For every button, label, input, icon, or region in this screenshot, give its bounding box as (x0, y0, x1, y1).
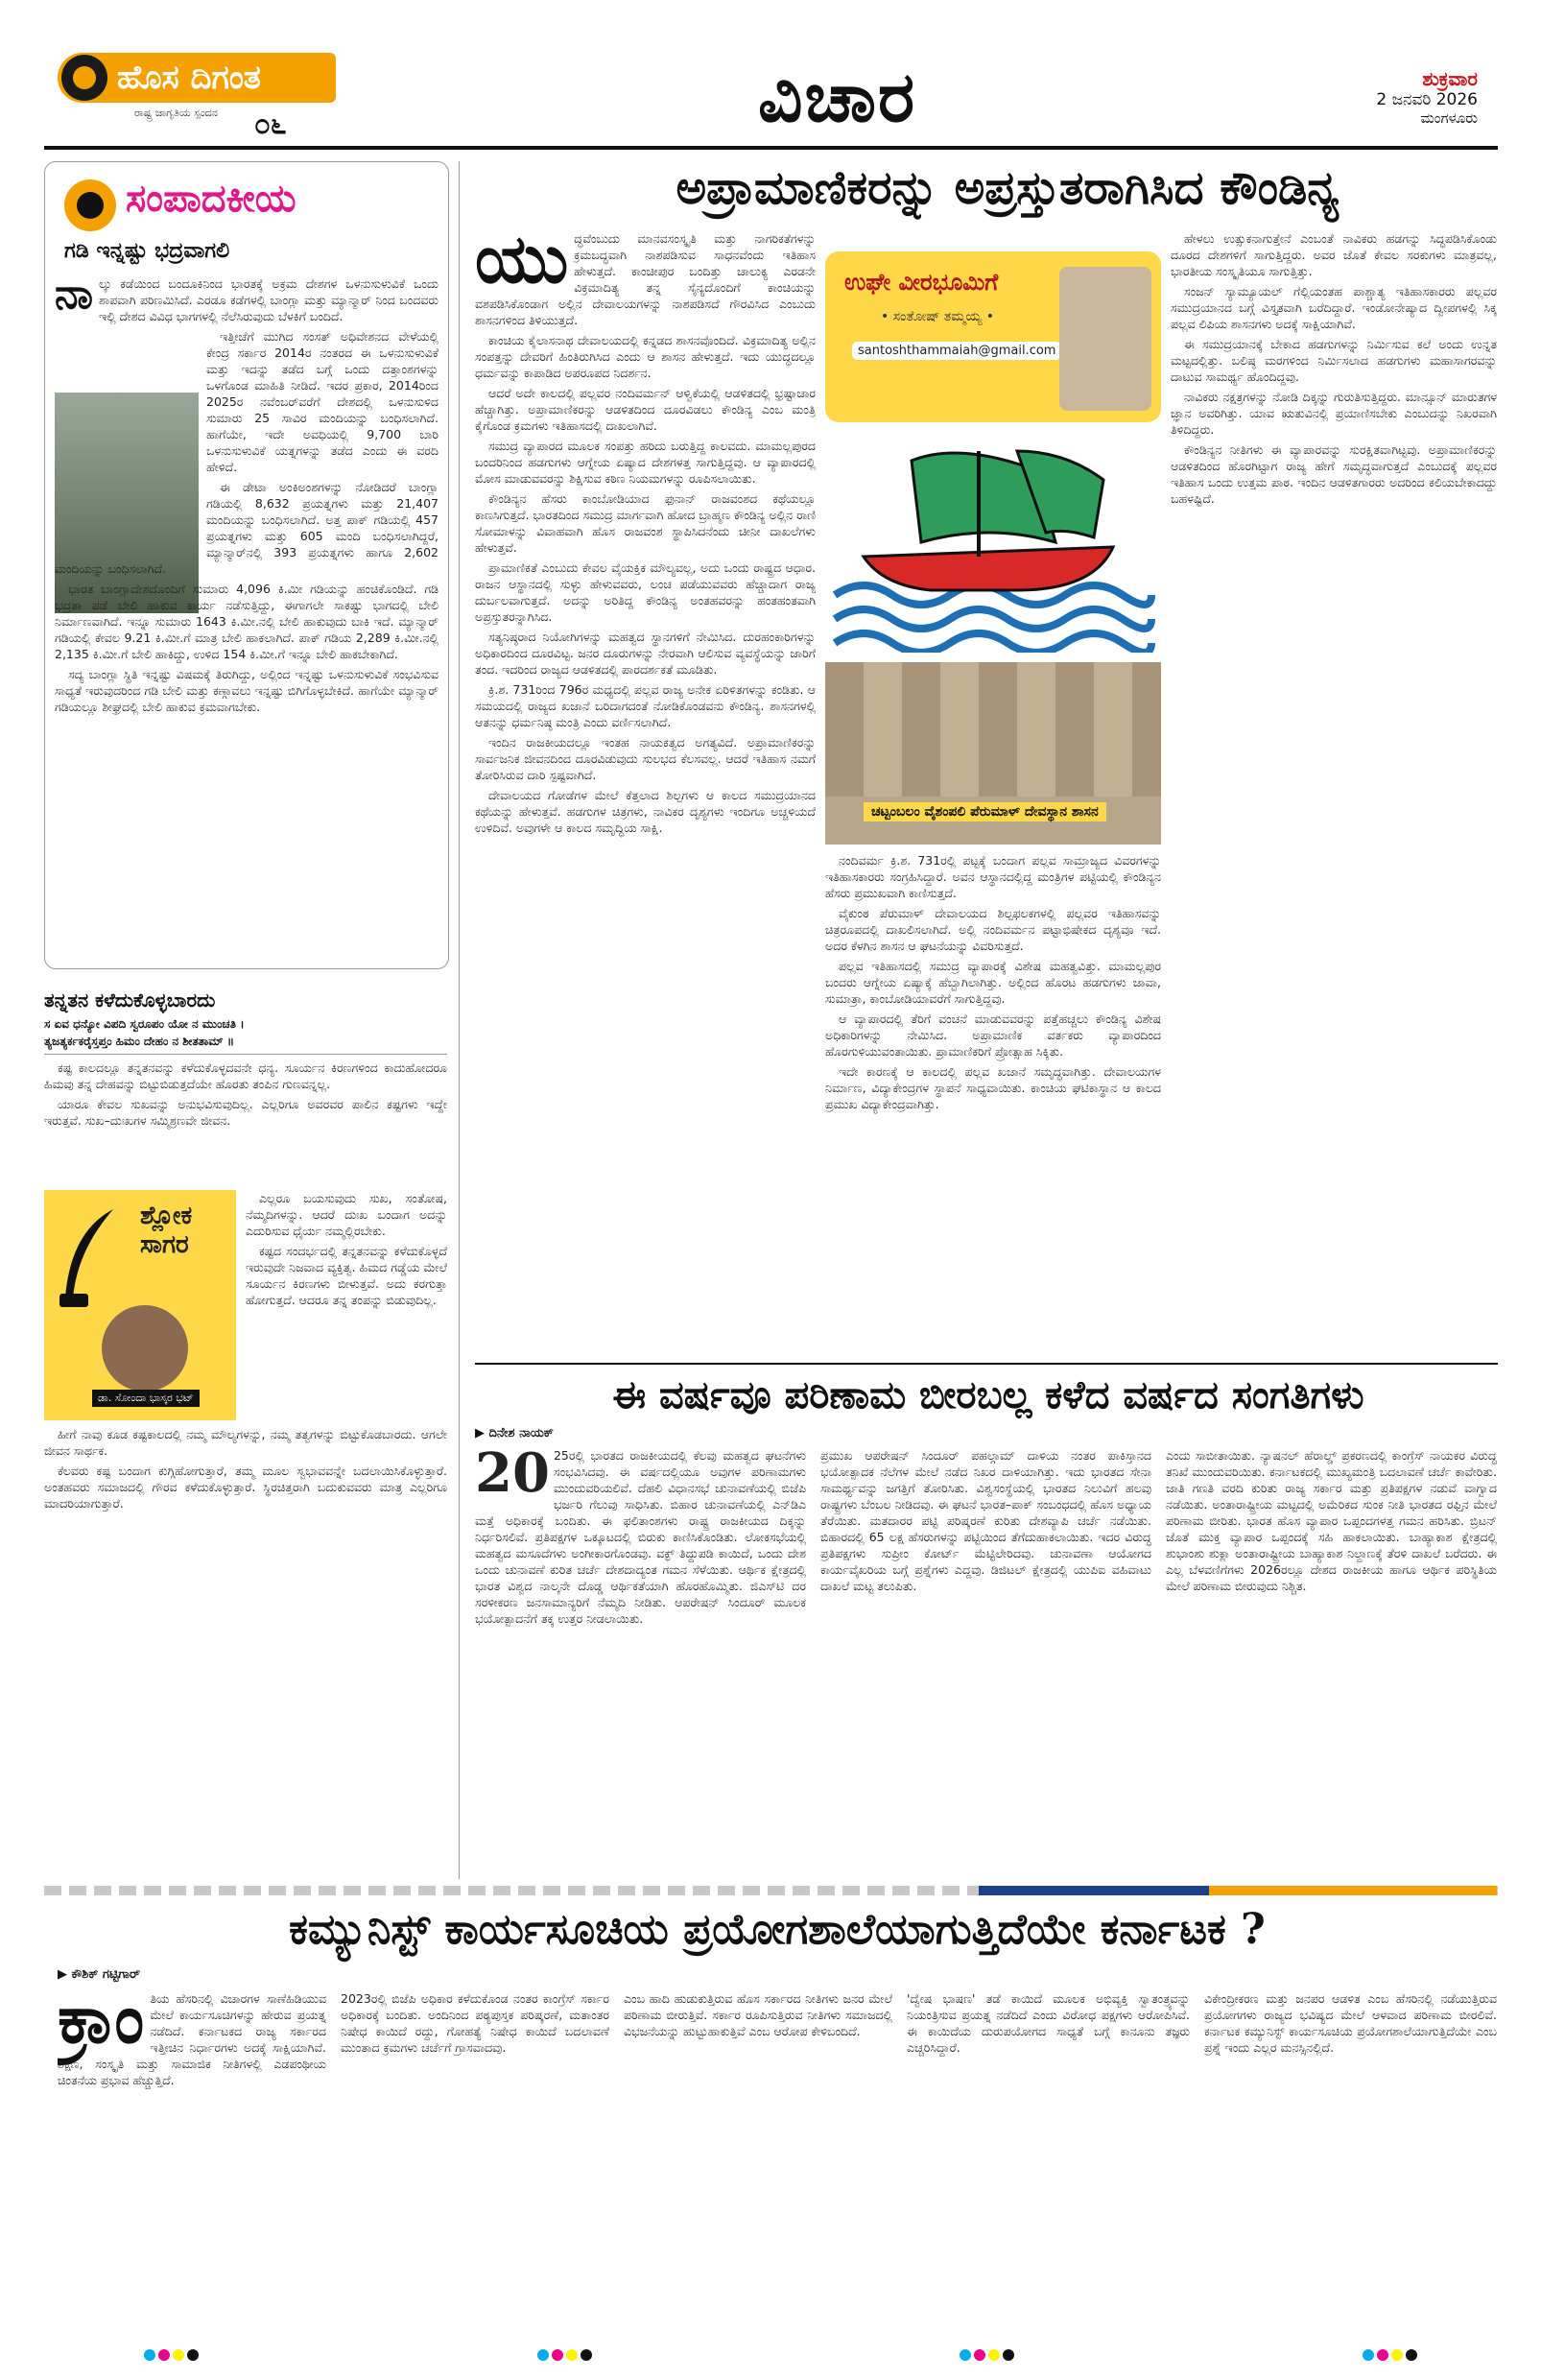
dot-cyan-icon (1363, 2349, 1374, 2361)
dot-magenta-icon (158, 2349, 170, 2361)
article2-paragraph: ಎಂದು ಸಾಬೀತಾಯಿತು. ನ್ಯಾಷನಲ್ ಹೆರಾಲ್ಡ್ ಪ್ರಕರಣದಲ್ಲಿ ಕಾಂಗ್ರೆಸ್ ನಾಯಕರ ವಿರುದ್ಧ ತನಿಖೆ ಮುಂದುವರಿಯಿತು. ಕರ್ನಾಟಕದಲ್ಲಿ ಮುಖ್ಯಮಂತ್ರಿ ಬದಲಾವಣೆ ಚರ್ಚೆ ಕಾವೇರಿತು. ಜಾತಿ ಗಣತಿ ವರದಿ ಕುರಿತು ರಾಜ್ಯ ಸರ್ಕಾರ ಮತ್ತು ಪ್ರತಿಪಕ್ಷಗಳ ನಡುವೆ ವಾಗ್ವಾದ ನಡೆಯಿತು. ಅಂತಾರಾಷ್ಟ್ರೀಯ ಮಟ್ಟದಲ್ಲಿ ಅಮೆರಿಕದ ಸುಂಕ ನೀತಿ ಭಾರತದ ರಫ್ತಿನ ಮೇಲೆ ಪರಿಣಾಮ ಬೀರಿತು. ಭಾರತ ಹೊಸ ವ್ಯಾಪಾರ ಒಪ್ಪಂದಗಳತ್ತ ಗಮನ ಹರಿಸಿತು. ಬ್ರಿಟನ್ ಜೊತೆ ಮುಕ್ತ ವ್ಯಾಪಾರ ಒಪ್ಪಂದಕ್ಕೆ ಸಹಿ ಹಾಕಲಾಯಿತು. ಬಾಹ್ಯಾಕಾಶ ಕ್ಷೇತ್ರದಲ್ಲಿ ಶುಭಾಂಶು ಶುಕ್ಲಾ ಅಂತಾರಾಷ್ಟ್ರೀಯ ಬಾಹ್ಯಾಕಾಶ ನಿಲ್ದಾಣಕ್ಕೆ ತೆರಳಿ ದಾಖಲೆ ಬರೆದರು. ಈ ಎಲ್ಲ ಬೆಳವಣಿಗೆಗಳು 2026ರಲ್ಲೂ ದೇಶದ ರಾಜಕೀಯ ಹಾಗೂ ಆರ್ಥಿಕ ಪರಿಸ್ಥಿತಿಯ ಮೇಲೆ ಪರಿಣಾಮ ಬೀರುವುದು ನಿಶ್ಚಿತ. (1166, 1448, 1497, 1593)
article2-paragraph: ಪ್ರಮುಖ ಆಪರೇಷನ್ ಸಿಂದೂರ್ ಪಹಲ್ಗಾಮ್ ದಾಳಿಯ ನಂತರ ಪಾಕಿಸ್ತಾನದ ಭಯೋತ್ಪಾದಕ ನೆಲೆಗಳ ಮೇಲೆ ನಡೆದ ನಿಖರ ದಾಳಿಯಾಗಿತ್ತು. ಇದು ಭಾರತದ ಸೇನಾ ಸಾಮರ್ಥ್ಯವನ್ನು ಜಗತ್ತಿಗೆ ತೋರಿಸಿತು. ವಿಶ್ವಸಂಸ್ಥೆಯಲ್ಲಿ ಭಾರತದ ನಿಲುವಿಗೆ ಹಲವು ರಾಷ್ಟ್ರಗಳು ಬೆಂಬಲ ನೀಡಿದವು. ಈ ಘಟನೆ ಭಾರತ–ಪಾಕ್ ಸಂಬಂಧದಲ್ಲಿ ಹೊಸ ಅಧ್ಯಾಯ ತೆರೆಯಿತು. ಮತದಾರರ ಪಟ್ಟಿ ಪರಿಷ್ಕರಣೆ ಕುರಿತು ದೇಶವ್ಯಾಪಿ ಚರ್ಚೆ ನಡೆಯಿತು. ಬಿಹಾರದಲ್ಲಿ 65 ಲಕ್ಷ ಹೆಸರುಗಳನ್ನು ಪಟ್ಟಿಯಿಂದ ತೆಗೆದುಹಾಕಲಾಯಿತು. ಇದರ ವಿರುದ್ಧ ಪ್ರತಿಪಕ್ಷಗಳು ಸುಪ್ರೀಂ ಕೋರ್ಟ್ ಮೆಟ್ಟಿಲೇರಿದವು. ಚುನಾವಣಾ ಆಯೋಗದ ಕಾರ್ಯವೈಖರಿಯ ಬಗ್ಗೆ ಪ್ರಶ್ನೆಗಳು ಎದ್ದವು. ಡಿಜಿಟಲ್ ಕ್ಷೇತ್ರದಲ್ಲಿ ಯುಪಿಐ ವಹಿವಾಟು ದಾಖಲೆ ಮಟ್ಟ ತಲುಪಿತು. (820, 1448, 1151, 1593)
ship-hull-icon (864, 547, 1113, 590)
tantana-paragraph: ಕಷ್ಟ ಕಾಲದಲ್ಲೂ ತನ್ನತನವನ್ನು ಕಳೆದುಕೊಳ್ಳದವನೇ ಧನ್ಯ. ಸೂರ್ಯನ ಕಿರಣಗಳಿಂದ ಕಾದುಹೋದರೂ ಹಿಮವು ತನ್ನ ದೇಹವನ್ನು ಬಿಟ್ಟುಬಿಡುತ್ತದೆಯೇ ಹೊರತು ತಂಪಿನ ಗುಣವನ್ನಲ್ಲ. (44, 1060, 447, 1091)
article3-col3 (624, 1990, 892, 2336)
main-article-paragraph: ಹೇಳಲು ಉತ್ಸುಕನಾಗುತ್ತೇನೆ ಎಂಬಂತೆ ನಾವಿಕರು ಹಡಗನ್ನು ಸಿದ್ಧಪಡಿಸಿಕೊಂಡು ದೂರದ ದೇಶಗಳಿಗೆ ಸಾಗುತ್ತಿದ್ದರು. ಅವರ ಜೊತೆ ಕೇವಲ ಸರಕುಗಳು ಮಾತ್ರವಲ್ಲ, ಭಾರತೀಯ ಸಂಸ್ಕೃತಿಯೂ ಸಾಗುತ್ತಿತ್ತು. (1171, 231, 1497, 278)
tantana-body-bottom (44, 1426, 447, 1877)
tantana-body-side (246, 1190, 447, 1420)
tantana-headline: ತನ್ನತನ ಕಳೆದುಕೊಳ್ಳಬಾರದು (44, 988, 216, 1012)
logo-pill (58, 53, 336, 103)
tantana-paragraph: ಕಷ್ಟದ ಸಂದರ್ಭದಲ್ಲಿ ತನ್ನತನವನ್ನು ಕಳೆದುಕೊಳ್ಳದೆ ಇರುವುದೇ ನಿಜವಾದ ವ್ಯಕ್ತಿತ್ವ. ಹಿಮದ ಗಡ್ಡೆಯ ಮೇಲೆ ಸೂರ್ಯನ ಕಿರಣಗಳು ಬೀಳುತ್ತವೆ. ಅದು ಕರಗುತ್ತಾ ಹೋಗುತ್ತದೆ. ಆದರೂ ತನ್ನ ತಂಪನ್ನು ಬಿಡುವುದಿಲ್ಲ. (246, 1244, 447, 1307)
shloka-title-line2: ಸಾಗರ (140, 1230, 189, 1259)
main-article-paragraph: ಕಾಂಚಿಯ ಕೈಲಾಸನಾಥ ದೇವಾಲಯದಲ್ಲಿ ಕನ್ನಡದ ಶಾಸನವೊಂದಿದೆ. ವಿಕ್ರಮಾದಿತ್ಯ ಅಲ್ಲಿನ ಸಂಪತ್ತನ್ನು ದೇವರಿಗೆ ಹಿಂತಿರುಗಿಸಿದ ಎಂದು ಆ ಶಾಸನ ಹೇಳುತ್ತದೆ. ಇದು ಯುದ್ಧದಲ್ಲೂ ಧರ್ಮವನ್ನು ಕಾಪಾಡಿದ ಅಪರೂಪದ ನಿದರ್ಶನ. (475, 333, 816, 380)
relief-carving (825, 662, 1161, 797)
dot-black-icon (1406, 2349, 1417, 2361)
dot-magenta-icon (552, 2349, 563, 2361)
image-caption: ಚಟ್ಟಂಬಲಂ ವೈಶಂಪಲಿ ಪೆರುಮಾಳ್ ದೇವಸ್ಥಾನ ಶಾಸನ (864, 802, 1106, 821)
stripe-accent-blue (979, 1886, 1209, 1895)
quill-icon (56, 1205, 123, 1311)
main-article-paragraph: ನಾವಿಕರು ನಕ್ಷತ್ರಗಳನ್ನು ನೋಡಿ ದಿಕ್ಕನ್ನು ಗುರುತಿಸುತ್ತಿದ್ದರು. ಮಾನ್ಸೂನ್ ಮಾರುತಗಳ ಜ್ಞಾನ ಅವರಿಗಿತ್ತು. ಯಾವ ಋತುವಿನಲ್ಲಿ ಪ್ರಯಾಣಿಸಬೇಕು ಎಂಬುದನ್ನು ನಿಖರವಾಗಿ ತಿಳಿದಿದ್ದರು. (1171, 390, 1497, 437)
main-article-paragraph: ವೈಕುಂಠ ಪೆರುಮಾಳ್ ದೇವಾಲಯದ ಶಿಲ್ಪಫಲಕಗಳಲ್ಲಿ ಪಲ್ಲವರ ಇತಿಹಾಸವನ್ನು ಚಿತ್ರರೂಪದಲ್ಲಿ ದಾಖಲಿಸಲಾಗಿದೆ. ಅಲ್ಲಿ ನಂದಿವರ್ಮನ ಪಟ್ಟಾಭಿಷೇಕದ ದೃಶ್ಯವೂ ಇದೆ. ಅದರ ಕೆಳಗಿನ ಶಾಸನ ಆ ಘಟನೆಯನ್ನು ವಿವರಿಸುತ್ತದೆ. (825, 906, 1161, 953)
main-article-paragraph: ಪಲ್ಲವ ಇತಿಹಾಸದಲ್ಲಿ ಸಮುದ್ರ ವ್ಯಾಪಾರಕ್ಕೆ ವಿಶೇಷ ಮಹತ್ವವಿತ್ತು. ಮಾಮಲ್ಲಪುರ ಬಂದರು ಆಗ್ನೇಯ ಏಷ್ಯಾಕ್ಕೆ ಹೆಬ್ಬಾಗಿಲಾಗಿತ್ತು. ಅಲ್ಲಿಂದ ಹೊರಟ ಹಡಗುಗಳು ಜಾವಾ, ಸುಮಾತ್ರಾ, ಕಾಂಬೋಡಿಯಾವರೆಗೆ ಸಾಗುತ್ತಿದ್ದವು. (825, 959, 1161, 1006)
main-article-paragraph: ಕ್ರಿ.ಶ. 731ರಿಂದ 796ರ ಮಧ್ಯದಲ್ಲಿ ಪಲ್ಲವ ರಾಜ್ಯ ಅನೇಕ ಏರಿಳಿತಗಳನ್ನು ಕಂಡಿತು. ಆ ಸಮಯದಲ್ಲಿ ರಾಜ್ಯದ ಖಜಾನೆ ಬರಿದಾಗದಂತೆ ನೋಡಿಕೊಂಡವನು ಕೌಂಡಿನ್ಯ. ಶಾಸನಗಳಲ್ಲಿ ಆತನನ್ನು ಧರ್ಮನಿಷ್ಠ ಮಂತ್ರಿ ಎಂದು ವರ್ಣಿಸಲಾಗಿದೆ. (475, 682, 816, 729)
article3-paragraph: 'ದ್ವೇಷ ಭಾಷಣ' ತಡೆ ಕಾಯಿದೆ ಮೂಲಕ ಅಭಿವ್ಯಕ್ತಿ ಸ್ವಾತಂತ್ರ್ಯವನ್ನು ನಿಯಂತ್ರಿಸುವ ಪ್ರಯತ್ನ ನಡೆದಿದೆ ಎಂದು ವಿರೋಧ ಪಕ್ಷಗಳು ಆರೋಪಿಸಿವೆ. ಈ ಕಾಯಿದೆಯ ದುರುಪಯೋಗದ ಸಾಧ್ಯತೆ ಬಗ್ಗೆ ಕಾನೂನು ತಜ್ಞರು ಎಚ್ಚರಿಸಿದ್ದಾರೆ. (907, 1991, 1190, 2055)
tantana-body-top (44, 1059, 447, 1188)
dot-cyan-icon (537, 2349, 549, 2361)
logo-name: ಹೊಸ ದಿಗಂತ (117, 59, 261, 97)
article3-dropcap: ಕ್ರಾಂ (58, 1990, 145, 2059)
shloka-caption: ಡಾ. ಸೋಂದಾ ಭಾಸ್ಕರ ಭಟ್ (92, 1390, 200, 1407)
article2-byline: ▶ ದಿನೇಶ ನಾಯಕ್ (475, 1426, 554, 1440)
author-box (825, 251, 1161, 422)
dot-magenta-icon (1377, 2349, 1388, 2361)
logo-tagline: ರಾಷ್ಟ್ರ ಜಾಗೃತಿಯ ಸ್ಪಂದನ (134, 107, 218, 119)
article3-col5 (1204, 1990, 1497, 2336)
tantana-verse-1: ಸ ಏವ ಧನ್ಯೋ ವಿಪದಿ ಸ್ವರೂಪಂ ಯೋ ನ ಮುಂಚತಿ । (44, 1017, 245, 1031)
main-article-paragraph: ಇದೇ ಕಾರಣಕ್ಕೆ ಆ ಕಾಲದಲ್ಲಿ ಪಲ್ಲವ ಖಜಾನೆ ಸಮೃದ್ಧವಾಗಿತ್ತು. ದೇವಾಲಯಗಳ ನಿರ್ಮಾಣ, ವಿದ್ಯಾಕೇಂದ್ರಗಳ ಸ್ಥಾಪನೆ ಸಾಧ್ಯವಾಯಿತು. ಕಾಂಚಿಯ ಘಟಿಕಾಸ್ಥಾನ ಆ ಕಾಲದ ಪ್ರಮುಖ ವಿದ್ಯಾಕೇಂದ್ರವಾಗಿತ್ತು. (825, 1064, 1161, 1111)
main-article-paragraph: ಸಮುದ್ರ ವ್ಯಾಪಾರದ ಮೂಲಕ ಸಂಪತ್ತು ಹರಿದು ಬರುತ್ತಿದ್ದ ಕಾಲವದು. ಮಾಮಲ್ಲಪುರದ ಬಂದರಿನಿಂದ ಹಡಗುಗಳು ಆಗ್ನೇಯ ಏಷ್ಯಾದ ದೇಶಗಳತ್ತ ಸಾಗುತ್ತಿದ್ದವು. ಆ ವ್ಯಾಪಾರದಲ್ಲಿ ಮೋಸ ಮಾಡುವವರನ್ನು ಶಿಕ್ಷಿಸುವ ಕಠಿಣ ನಿಯಮಗಳನ್ನು ರೂಪಿಸಲಾಯಿತು. (475, 439, 816, 486)
main-article-paragraph: ಆದರೆ ಅದೇ ಕಾಲದಲ್ಲಿ ಪಲ್ಲವರ ನಂದಿವರ್ಮನ್ ಆಳ್ವಿಕೆಯಲ್ಲಿ ಆಡಳಿತದಲ್ಲಿ ಭ್ರಷ್ಟಾಚಾರ ಹೆಚ್ಚಾಗಿತ್ತು. ಅಪ್ರಾಮಾಣಿಕರನ್ನು ಆಡಳಿತದಿಂದ ದೂರವಿಡಲು ಕೌಂಡಿನ್ಯ ಎಂಬ ಮಂತ್ರಿ ಕೈಗೊಂಡ ಕ್ರಮಗಳು ಇತಿಹಾಸದಲ್ಲಿ ದಾಖಲಾಗಿವೆ. (475, 386, 816, 433)
tantana-rule (44, 1054, 447, 1055)
article3-paragraph: ತಿಯ ಹೆಸರಿನಲ್ಲಿ ವಿಚಾರಗಳ ಸಾಣೆಹಿಡಿಯುವ ಮೇಲೆ ಕಾರ್ಯಸೂಚಿಗಳನ್ನು ಹೇರುವ ಪ್ರಯತ್ನ ನಡೆದಿದೆ. ಕರ್ನಾಟಕದ ರಾಜ್ಯ ಸರ್ಕಾರದ ಇತ್ತೀಚಿನ ನಿರ್ಧಾರಗಳು ಅದಕ್ಕೆ ಸಾಕ್ಷಿಯಾಗಿವೆ. ಶಿಕ್ಷಣ, ಸಂಸ್ಕೃತಿ ಮತ್ತು ಸಾಮಾಜಿಕ ನೀತಿಗಳಲ್ಲಿ ಎಡಪಂಥೀಯ ಚಿಂತನೆಯ ಪ್ರಭಾವ ಹೆಚ್ಚುತ್ತಿದೆ. (58, 1991, 326, 2087)
author-email: santoshthammaiah@gmail.com (852, 342, 1061, 360)
dot-yellow-icon (173, 2349, 184, 2361)
waves-icon (835, 585, 1151, 653)
author-photo (1059, 267, 1151, 411)
author-name: • ಸಂತೋಷ್ ತಮ್ಮಯ್ಯ • (881, 309, 995, 324)
article2-col2 (820, 1447, 1151, 1879)
columnist-avatar (102, 1305, 188, 1392)
registration-dots (537, 2346, 595, 2360)
dot-yellow-icon (566, 2349, 578, 2361)
shloka-box (44, 1190, 236, 1420)
registration-dots (144, 2346, 202, 2360)
article3-paragraph: 2023ರಲ್ಲಿ ಬಿಜೆಪಿ ಅಧಿಕಾರ ಕಳೆದುಕೊಂಡ ನಂತರ ಕಾಂಗ್ರೆಸ್ ಸರ್ಕಾರ ಅಧಿಕಾರಕ್ಕೆ ಬಂದಿತು. ಅಂದಿನಿಂದ ಪಠ್ಯಪುಸ್ತಕ ಪರಿಷ್ಕರಣೆ, ಮತಾಂತರ ನಿಷೇಧ ಕಾಯಿದೆ ರದ್ದು, ಗೋಹತ್ಯೆ ನಿಷೇಧ ಕಾಯಿದೆ ಬದಲಾವಣೆ ಮುಂತಾದ ಕ್ರಮಗಳು ಚರ್ಚೆಗೆ ಗ್ರಾಸವಾದವು. (341, 1991, 609, 2055)
main-article-paragraph: ದ್ಧವೆಂಬುದು ಮಾನವಸಂಸ್ಕೃತಿ ಮತ್ತು ನಾಗರಿಕತೆಗಳನ್ನು ಕ್ರಮಬದ್ಧವಾಗಿ ನಾಶಪಡಿಸುವ ಸಾಧನವೆಂದು ಇತಿಹಾಸ ಹೇಳುತ್ತದೆ. ಕಾಂಚೀಪುರ ಬಂದಿತ್ತು ಚಾಲುಕ್ಯ ಎರಡನೇ ವಿಕ್ರಮಾದಿತ್ಯ ತನ್ನ ಸೈನ್ಯದೊಂದಿಗೆ ಕಾಂಚಿಯನ್ನು ವಶಪಡಿಸಿಕೊಂಡಾಗ ಅಲ್ಲಿನ ದೇವಾಲಯಗಳನ್ನು ನಾಶಪಡಿಸದೆ ಗೌರವಿಸಿದ ಎಂಬುದು ಶಾಸನಗಳಿಂದ ತಿಳಿಯುತ್ತದೆ. (475, 231, 816, 327)
article3-col2 (341, 1990, 609, 2336)
dot-black-icon (581, 2349, 592, 2361)
registration-dots (1363, 2346, 1420, 2360)
shloka-title-line1: ಶ್ಲೋಕ (140, 1202, 193, 1230)
column-divider (459, 161, 460, 1879)
tantana-verse-2: ತ್ಯಜತ್ಯರ್ಕಕರೈಸ್ತಪ್ತಂ ಹಿಮಂ ದೇಹಂ ನ ಶೀತತಾಮ್ ॥ (44, 1035, 235, 1048)
editorial-headline: ಗಡಿ ಇನ್ನಷ್ಟು ಭದ್ರವಾಗಲಿ (64, 239, 230, 263)
logo-emblem-icon (61, 55, 107, 101)
tantana-paragraph: ಎಲ್ಲರೂ ಬಯಸುವುದು ಸುಖ, ಸಂತೋಷ, ನೆಮ್ಮದಿಗಳನ್ನು. ಆದರೆ ದುಃಖ ಬಂದಾಗ ಅದನ್ನು ಎದುರಿಸುವ ಧೈರ್ಯ ನಮ್ಮಲ್ಲಿರಬೇಕು. (246, 1191, 447, 1238)
main-article-paragraph: ಸಂಜನ್ ಸ್ಯಾಮ್ಯೂಯಲ್ ಗೆಲ್ಲಿಯಂತಹ ಪಾಶ್ಚಾತ್ಯ ಇತಿಹಾಸಕಾರರು ಪಲ್ಲವರ ಸಮುದ್ರಯಾನದ ಬಗ್ಗೆ ವಿಸ್ತೃತವಾಗಿ ಬರೆದಿದ್ದಾರೆ. ಇಂಡೋನೇಷ್ಯಾದ ದ್ವೀಪಗಳಲ್ಲಿ ಸಿಕ್ಕ ಪಲ್ಲವ ಲಿಪಿಯ ಶಾಸನಗಳು ಅದಕ್ಕೆ ಸಾಕ್ಷಿಯಾಗಿವೆ. (1171, 284, 1497, 331)
editorial-banner-text: ಸಂಪಾದಕೀಯ (126, 176, 296, 221)
masthead-rule (44, 146, 1498, 150)
article2-dropcap: 20 (475, 1447, 550, 1505)
main-article-paragraph: ಸತ್ಯನಿಷ್ಠರಾದ ನಿಯೋಗಿಗಳನ್ನು ಮಹತ್ವದ ಸ್ಥಾನಗಳಿಗೆ ನೇಮಿಸಿದ. ದುರಹಂಕಾರಿಗಳನ್ನು ಅಧಿಕಾರದಿಂದ ದೂರವಿಟ್ಟ. ಜನರ ದೂರುಗಳನ್ನು ನೇರವಾಗಿ ಆಲಿಸುವ ವ್ಯವಸ್ಥೆಯನ್ನು ಜಾರಿಗೆ ತಂದ. ಇದರಿಂದ ರಾಜ್ಯದ ಆಡಳಿತದಲ್ಲಿ ಪಾರದರ್ಶಕತೆ ಮೂಡಿತು. (475, 630, 816, 677)
main-article-dropcap: ಯು (475, 230, 569, 298)
section-rule (475, 1363, 1498, 1365)
page-number: ೦೬ (254, 107, 287, 141)
tantana-paragraph: ಯಾರೂ ಕೇವಲ ಸುಖವನ್ನು ಅನುಭವಿಸುವುದಿಲ್ಲ. ಎಲ್ಲರಿಗೂ ಅವರವರ ಪಾಲಿನ ಕಷ್ಟಗಳು ಇದ್ದೇ ಇರುತ್ತವೆ. ಸುಖ–ದುಃಖಗಳ ಸಮ್ಮಿಶ್ರಣವೇ ಜೀವನ. (44, 1097, 447, 1128)
stripe-accent-orange (1209, 1886, 1497, 1895)
dot-yellow-icon (1391, 2349, 1403, 2361)
editorial-box (44, 161, 449, 969)
main-article-paragraph: ಇಂದಿನ ರಾಜಕೀಯದಲ್ಲೂ ಇಂತಹ ನಾಯಕತ್ವದ ಅಗತ್ಯವಿದೆ. ಅಪ್ರಾಮಾಣಿಕರನ್ನು ಸಾರ್ವಜನಿಕ ಜೀವನದಿಂದ ದೂರವಿಡುವುದು ಸುಲಭದ ಕೆಲಸವಲ್ಲ. ಆದರೆ ಇತಿಹಾಸ ನಮಗೆ ತೋರಿಸಿರುವ ದಾರಿ ಸ್ಪಷ್ಟವಾಗಿದೆ. (475, 735, 816, 782)
editorial-paragraph: ಇತ್ತೀಚೆಗೆ ಮುಗಿದ ಸಂಸತ್ ಅಧಿವೇಶನದ ವೇಳೆಯಲ್ಲಿ ಕೇಂದ್ರ ಸರ್ಕಾರ 2014ರ ನಂತರದ ಈ ಒಳನುಸುಳುವಿಕೆ ಮತ್ತು ಇದನ್ನು ತಡೆದ ಬಗ್ಗೆ ಒಂದು ದತ್ತಾಂಶಗಳನ್ನು ಒಳಗೊಂಡ ಮಾಹಿತಿ ನೀಡಿದೆ. ಇದರ ಪ್ರಕಾರ, 2014ರಿಂದ 2025ರ ನವೆಂಬರ್‌ವರೆಗೆ ದೇಶದಲ್ಲಿ ಒಳನುಸುಳಿದ ಸುಮಾರು 25 ಸಾವಿರ ಮಂದಿಯನ್ನು ಬಂಧಿಸಲಾಗಿದೆ. ಹಾಗೆಯೇ, ಇದೇ ಅವಧಿಯಲ್ಲಿ 9,700 ಬಾರಿ ಒಳನುಸುಳುವಿಕೆ ಯತ್ನಗಳನ್ನು ತಡೆದ ಎಂದು ಈ ವರದಿ ಹೇಳಿದೆ. (206, 329, 439, 474)
dot-magenta-icon (974, 2349, 985, 2361)
article3-byline: ▶ ಕೌಶಿಕ್ ಗಟ್ಟಿಗಾರ್ (58, 1967, 141, 1982)
article2-col1 (475, 1447, 806, 1879)
editorial-banner (64, 174, 429, 231)
tantana-paragraph: ಹೀಗೆ ನಾವು ಕೂಡ ಕಷ್ಟಕಾಲದಲ್ಲಿ ನಮ್ಮ ಮೌಲ್ಯಗಳನ್ನು, ನಮ್ಮ ತತ್ವಗಳನ್ನು ಬಿಟ್ಟುಕೊಡಬಾರದು. ಆಗಲೇ ಜೀವನ ಸಾರ್ಥಕ. (44, 1427, 447, 1458)
main-article-paragraph: ಆ ವ್ಯಾಪಾರದಲ್ಲಿ ತೆರಿಗೆ ವಂಚನೆ ಮಾಡುವವರನ್ನು ಪತ್ತೆಹಚ್ಚಲು ಕೌಂಡಿನ್ಯ ವಿಶೇಷ ಅಧಿಕಾರಿಗಳನ್ನು ನೇಮಿಸಿದ. ಅಪ್ರಾಮಾಣಿಕ ವರ್ತಕರು ವ್ಯಾಪಾರದಿಂದ ಹೊರಗುಳಿಯುವಂತಾಯಿತು. ಪ್ರಾಮಾಣಿಕರಿಗೆ ಪ್ರೋತ್ಸಾಹ ಸಿಕ್ಕಿತು. (825, 1012, 1161, 1059)
dot-cyan-icon (960, 2349, 971, 2361)
date-label: 2 ಜನವರಿ 2026 (1376, 90, 1478, 109)
article2-paragraph: 25ರಲ್ಲಿ ಭಾರತದ ರಾಜಕೀಯದಲ್ಲಿ ಕೆಲವು ಮಹತ್ವದ ಘಟನೆಗಳು ಸಂಭವಿಸಿದವು. ಈ ವರ್ಷದಲ್ಲಿಯೂ ಅವುಗಳ ಪರಿಣಾಮಗಳು ಮುಂದುವರಿಯಲಿವೆ. ದೆಹಲಿ ವಿಧಾನಸಭೆ ಚುನಾವಣೆಯಲ್ಲಿ ಬಿಜೆಪಿ ಭರ್ಜರಿ ಗೆಲುವು ಸಾಧಿಸಿತು. ಬಿಹಾರ ಚುನಾವಣೆಯಲ್ಲಿ ಎನ್‌ಡಿಎ ಮತ್ತೆ ಅಧಿಕಾರಕ್ಕೆ ಬಂದಿತು. ಈ ಫಲಿತಾಂಶಗಳು ರಾಷ್ಟ್ರ ರಾಜಕೀಯದ ದಿಕ್ಕನ್ನು ನಿರ್ಧರಿಸಲಿವೆ. ಪ್ರತಿಪಕ್ಷಗಳ ಒಕ್ಕೂಟದಲ್ಲಿ ಬಿರುಕು ಕಾಣಿಸಿಕೊಂಡಿತು. ಲೋಕಸಭೆಯಲ್ಲಿ ಮಹತ್ವದ ಮಸೂದೆಗಳು ಅಂಗೀಕಾರಗೊಂಡವು. ವಕ್ಫ್ ತಿದ್ದುಪಡಿ ಕಾಯಿದೆ, ಒಂದು ದೇಶ ಒಂದು ಚುನಾವಣೆ ಕುರಿತ ಚರ್ಚೆ ದೇಶದಾದ್ಯಂತ ಗಮನ ಸೆಳೆಯಿತು. ಆರ್ಥಿಕ ಕ್ಷೇತ್ರದಲ್ಲಿ ಭಾರತ ವಿಶ್ವದ ನಾಲ್ಕನೇ ದೊಡ್ಡ ಆರ್ಥಿಕತೆಯಾಗಿ ಹೊರಹೊಮ್ಮಿತು. ಜಿಎಸ್‌ಟಿ ದರ ಸರಳೀಕರಣ ಜನಸಾಮಾನ್ಯರಿಗೆ ನೆಮ್ಮದಿ ನೀಡಿತು. ಆಪರೇಷನ್ ಸಿಂದೂರ್ ಮೂಲಕ ಭಯೋತ್ಪಾದನೆಗೆ ತಕ್ಕ ಉತ್ತರ ನೀಡಲಾಯಿತು. (475, 1448, 806, 1626)
article2-col3 (1166, 1447, 1497, 1879)
article2-headline: ಈ ವರ್ಷವೂ ಪರಿಣಾಮ ಬೀರಬಲ್ಲ ಕಳೆದ ವರ್ಷದ ಸಂಗತಿಗಳು (612, 1372, 1364, 1417)
article3-col1 (58, 1990, 326, 2336)
tantana-paragraph: ಕೆಲವರು ಕಷ್ಟ ಬಂದಾಗ ಕುಗ್ಗಿಹೋಗುತ್ತಾರೆ, ತಮ್ಮ ಮೂಲ ಸ್ವಭಾವವನ್ನೇ ಬದಲಾಯಿಸಿಕೊಳ್ಳುತ್ತಾರೆ. ಅಂತಹವರು ಸಮಾಜದಲ್ಲಿ ಗೌರವ ಕಳೆದುಕೊಳ್ಳುತ್ತಾರೆ. ಸ್ಥಿರಚಿತ್ತರಾಗಿ ಬದುಕುವವರು ಮಾತ್ರ ಎಲ್ಲರಿಗೂ ಮಾದರಿಯಾಗುತ್ತಾರೆ. (44, 1464, 447, 1511)
main-article-col4 (1171, 230, 1497, 1348)
article3-headline: ಕಮ್ಯುನಿಸ್ಟ್ ಕಾರ್ಯಸೂಚಿಯ ಪ್ರಯೋಗಶಾಲೆಯಾಗುತ್ತಿದೆಯೇ ಕರ್ನಾಟಕ ? (289, 1905, 1266, 1954)
main-article-paragraph: ದೇವಾಲಯದ ಗೋಡೆಗಳ ಮೇಲೆ ಕೆತ್ತಲಾದ ಶಿಲ್ಪಗಳು ಆ ಕಾಲದ ಸಮುದ್ರಯಾನದ ಕಥೆಯನ್ನು ಹೇಳುತ್ತವೆ. ಹಡಗುಗಳ ಚಿತ್ರಗಳು, ನಾವಿಕರ ದೃಶ್ಯಗಳು ಇಂದಿಗೂ ಅಚ್ಚಳಿಯದೆ ಉಳಿದಿವೆ. ಅವುಗಳೇ ಆ ಕಾಲದ ಸಮೃದ್ಧಿಯ ಸಾಕ್ಷಿ. (475, 788, 816, 835)
registration-dots (960, 2346, 1017, 2360)
dot-black-icon (187, 2349, 199, 2361)
main-article-col3 (825, 852, 1161, 1348)
main-article-paragraph: ಪ್ರಾಮಾಣಿಕತೆ ಎಂಬುದು ಕೇವಲ ವೈಯಕ್ತಿಕ ಮೌಲ್ಯವಲ್ಲ, ಅದು ಒಂದು ರಾಷ್ಟ್ರದ ಆಧಾರ. ರಾಜನ ಆಸ್ಥಾನದಲ್ಲಿ ಸುಳ್ಳು ಹೇಳುವವರು, ಲಂಚ ಪಡೆಯುವವರು ಹೆಚ್ಚಾದಾಗ ರಾಜ್ಯ ದುರ್ಬಲವಾಗುತ್ತದೆ. ಅದನ್ನು ಅರಿತಿದ್ದ ಕೌಂಡಿನ್ಯ ಅಂತಹವರನ್ನು ಹಂತಹಂತವಾಗಿ ಅಪ್ರಸ್ತುತರನ್ನಾಗಿಸಿದ. (475, 560, 816, 624)
article3-paragraph: ಎಂಬ ಹಾದಿ ಹುಡುಕುತ್ತಿರುವ ಹೊಸ ಸರ್ಕಾರದ ನೀತಿಗಳು ಜನರ ಮೇಲೆ ಪರಿಣಾಮ ಬೀರುತ್ತಿವೆ. ಸರ್ಕಾರ ರೂಪಿಸುತ್ತಿರುವ ನೀತಿಗಳು ಸಮಾಜದಲ್ಲಿ ವಿಭಜನೆಯನ್ನು ಹುಟ್ಟುಹಾಕುತ್ತಿವೆ ಎಂಬ ಆರೋಪ ಕೇಳಿಬಂದಿದೆ. (624, 1991, 892, 2038)
article3-col4 (907, 1990, 1190, 2336)
editorial-dropcap: ನಾ (55, 275, 93, 319)
column-title: ಉಘೇ ವೀರಭೂಮಿಗೆ (844, 269, 999, 296)
editorial-paragraph: ಈ ಡೇಟಾ ಅಂಕಿಅಂಶಗಳನ್ನು ನೋಡಿದರೆ ಬಾಂಗ್ಲಾ ಗಡಿಯಲ್ಲಿ 8,632 ಪ್ರಯತ್ನಗಳು ಮತ್ತು 21,407 ಮಂದಿಯನ್ನು ಬಂಧಿಸಲಾಗಿದೆ. ಅತ್ತ ಪಾಕ್ ಗಡಿಯಲ್ಲಿ 457 ಪ್ರಯತ್ನಗಳು ಮತ್ತು 605 ಮಂದಿ ಬಂಧಿಸಲಾಗಿದ್ದರೆ, ಮ್ಯಾನ್ಮಾರ್‌ನಲ್ಲಿ 393 ಪ್ರಯತ್ನಗಳು ಹಾಗೂ 2,602 ಮಂದಿಯನ್ನು ಬಂಧಿಸಲಾಗಿದೆ. (55, 480, 439, 576)
ship-illustration (825, 432, 1161, 653)
photo-spacer (55, 328, 206, 557)
main-article-paragraph: ಈ ಸಮುದ್ರಯಾನಕ್ಕೆ ಬೇಕಾದ ಹಡಗುಗಳನ್ನು ನಿರ್ಮಿಸುವ ಕಲೆ ಅಂದು ಉನ್ನತ ಮಟ್ಟದಲ್ಲಿತ್ತು. ಬಲಿಷ್ಠ ಮರಗಳಿಂದ ನಿರ್ಮಿಸಲಾದ ಹಡಗುಗಳು ಮಹಾಸಾಗರವನ್ನು ದಾಟುವ ಸಾಮರ್ಥ್ಯ ಹೊಂದಿದ್ದವು. (1171, 337, 1497, 384)
editorial-emblem-icon (64, 179, 116, 231)
main-article-paragraph: ನಂದಿವರ್ಮ ಕ್ರಿ.ಶ. 731ರಲ್ಲಿ ಪಟ್ಟಕ್ಕೆ ಬಂದಾಗ ಪಲ್ಲವ ಸಾಮ್ರಾಜ್ಯದ ವಿವರಗಳನ್ನು ಇತಿಹಾಸಕಾರರು ಸಂಗ್ರಹಿಸಿದ್ದಾರೆ. ಅವನ ಆಸ್ಥಾನದಲ್ಲಿದ್ದ ಮಂತ್ರಿಗಳ ಪಟ್ಟಿಯಲ್ಲಿ ಕೌಂಡಿನ್ಯನ ಹೆಸರು ಪ್ರಮುಖವಾಗಿ ಕಾಣಿಸುತ್ತದೆ. (825, 853, 1161, 900)
temple-relief-photo (825, 662, 1161, 845)
city-label: ಮಂಗಳೂರು (1420, 109, 1478, 127)
editorial-paragraph: ಸದ್ಯ ಬಾಂಗ್ಲಾ ಸ್ಥಿತಿ ಇನ್ನಷ್ಟು ವಿಷಮಕ್ಕೆ ತಿರುಗಿದ್ದು, ಅಲ್ಲಿಂದ ಇನ್ನಷ್ಟು ಒಳನುಸುಳುವಿಕೆ ಸಂಭವಿಸುವ ಸಾಧ್ಯತೆ ಇರುವುದರಿಂದ ಗಡಿ ಬೇಲಿ ಮತ್ತು ಕಣ್ಗಾವಲು ಇನ್ನಷ್ಟು ಬಿಗಿಗೊಳ್ಳಬೇಕಿದೆ. ಹಾಗೆಯೇ ಮ್ಯಾನ್ಮಾರ್ ಗಡಿಯಲ್ಲೂ ಶೀಘ್ರದಲ್ಲಿ ಬೇಲಿ ಹಾಕುವ ಕ್ರಮವಾಗಬೇಕು. (55, 667, 439, 714)
dot-black-icon (1003, 2349, 1014, 2361)
article3-paragraph: ವಿಕೇಂದ್ರೀಕರಣ ಮತ್ತು ಜನಪರ ಆಡಳಿತ ಎಂಬ ಹೆಸರಿನಲ್ಲಿ ನಡೆಯುತ್ತಿರುವ ಪ್ರಯೋಗಗಳು ರಾಜ್ಯದ ಭವಿಷ್ಯದ ಮೇಲೆ ಆಳವಾದ ಪರಿಣಾಮ ಬೀರಲಿವೆ. ಕರ್ನಾಟಕ ಕಮ್ಯುನಿಸ್ಟ್ ಕಾರ್ಯಸೂಚಿಯ ಪ್ರಯೋಗಶಾಲೆಯಾಗುತ್ತಿದೆಯೇ ಎಂಬ ಪ್ರಶ್ನೆ ಇಂದು ಎಲ್ಲರ ಮನಸ್ಸಿನಲ್ಲಿದೆ. (1204, 1991, 1497, 2055)
section-title: ವಿಚಾರ (758, 56, 917, 137)
day-label: ಶುಕ್ರವಾರ (1422, 67, 1478, 90)
editorial-paragraph: ಲ್ಕು ಕಡೆಯಿಂದ ಬಂದೂಕಿನಿಂದ ಭಾರತಕ್ಕೆ ಅಕ್ರಮ ದೇಶಗಳ ಒಳನುಸುಳುವಿಕೆ ಒಂದು ಶಾಪವಾಗಿ ಪರಿಣಮಿಸಿದೆ. ಎರಡೂ ಕಡೆಗಳಲ್ಲಿ ಬಾಂಗ್ಲಾ ಮತ್ತು ಮ್ಯಾನ್ಮಾರ್ ನಿಂದ ಬಂದವರು ಇಲ್ಲಿ ದೇಶದ ವಿವಿಧ ಭಾಗಗಳಲ್ಲಿ ನೆಲೆಸಿರುವುದು ಬೆಳಕಿಗೆ ಬಂದಿದೆ. (99, 276, 439, 323)
main-article-col1 (475, 230, 816, 1348)
shloka-title (140, 1202, 192, 1259)
masthead-logo (58, 53, 336, 139)
main-article-paragraph: ಕೌಂಡಿನ್ಯನ ಹೆಸರು ಕಾಂಬೋಡಿಯಾದ ಫುನಾನ್ ರಾಜವಂಶದ ಕಥೆಯಲ್ಲೂ ಕಾಣಸಿಗುತ್ತದೆ. ಭಾರತದಿಂದ ಸಮುದ್ರ ಮಾರ್ಗವಾಗಿ ಹೋದ ಬ್ರಾಹ್ಮಣ ಕೌಂಡಿನ್ಯ ಅಲ್ಲಿನ ರಾಣಿ ಸೋಮಾಳನ್ನು ವಿವಾಹವಾಗಿ ಹೊಸ ರಾಜವಂಶ ಸ್ಥಾಪಿಸಿದನೆಂದು ಚೀನೀ ದಾಖಲೆಗಳು ಹೇಳುತ್ತವೆ. (475, 491, 816, 555)
main-article-headline: ಅಪ್ರಾಮಾಣಿಕರನ್ನು ಅಪ್ರಸ್ತುತರಾಗಿಸಿದ ಕೌಂಡಿನ್ಯ (676, 161, 1339, 215)
editorial-body (55, 275, 439, 957)
editorial-paragraph: ಭಾರತ ಬಾಂಗ್ಲಾದೇಶದೊಂದಿಗೆ ಸುಮಾರು 4,096 ಕಿ.ಮೀ ಗಡಿಯನ್ನು ಹಂಚಿಕೊಂಡಿದೆ. ಗಡಿ ಭದ್ರತಾ ಪಡೆ ಬೇಲಿ ಹಾಕುವ ಕಾರ್ಯ ನಡೆಸುತ್ತಿದ್ದು, ಈಗಾಗಲೇ ಸಾಕಷ್ಟು ಭಾಗದಲ್ಲಿ ಬೇಲಿ ನಿರ್ಮಾಣವಾಗಿದೆ. ಇನ್ನೂ ಸುಮಾರು 1643 ಕಿ.ಮೀ.ನಲ್ಲಿ ಬೇಲಿ ಹಾಕುವುದು ಬಾಕಿ ಇದೆ. ಮ್ಯಾನ್ಮಾರ್ ಗಡಿಯಲ್ಲಿ ಕೇವಲ 9.21 ಕಿ.ಮೀ.ಗೆ ಮಾತ್ರ ಬೇಲಿ ಹಾಕಲಾಗಿದೆ. ಪಾಕ್ ಗಡಿಯ 2,289 ಕಿ.ಮೀ.ನಲ್ಲಿ 2,135 ಕಿ.ಮೀ.ಗೆ ಬೇಲಿ ಹಾಕಿದ್ದು, ಉಳಿದ 154 ಕಿ.ಮೀ.ಗೆ ಇನ್ನೂ ಬೇಲಿ ಹಾಕಬೇಕಾಗಿದೆ. (55, 582, 439, 661)
dot-cyan-icon (144, 2349, 155, 2361)
main-article-paragraph: ಕೌಂಡಿನ್ಯನ ನೀತಿಗಳು ಈ ವ್ಯಾಪಾರವನ್ನು ಸುರಕ್ಷಿತವಾಗಿಟ್ಟವು. ಅಪ್ರಾಮಾಣಿಕರನ್ನು ಆಡಳಿತದಿಂದ ಹೊರಗಿಟ್ಟಾಗ ರಾಜ್ಯ ಹೇಗೆ ಸಮೃದ್ಧವಾಗುತ್ತದೆ ಎಂಬುದಕ್ಕೆ ಪಲ್ಲವರ ಇತಿಹಾಸ ಒಂದು ಉತ್ತಮ ಪಾಠ. ಇಂದಿನ ಆಡಳಿತಗಾರರು ಅದರಿಂದ ಕಲಿಯಬೇಕಾದದ್ದು ಬಹಳಷ್ಟಿದೆ. (1171, 442, 1497, 506)
dot-yellow-icon (988, 2349, 1000, 2361)
date-block (1324, 67, 1478, 127)
